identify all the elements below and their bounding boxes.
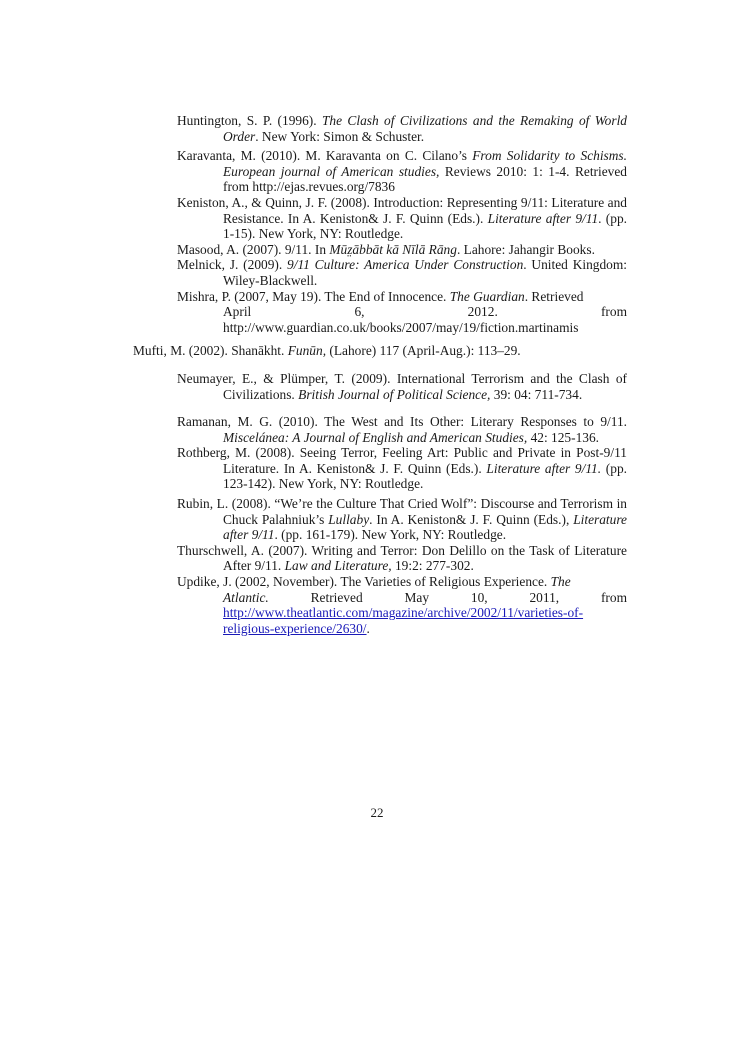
reference-mufti: Mufti, M. (2002). Shanākht. Funūn, (Lahore) 117 (April-Aug.): 113–29. (133, 343, 521, 359)
reference-updike-retrieval-line: Atlantic. Retrieved May 10, 2011, from (223, 589, 627, 605)
reference-updike: Updike, J. (2002, November). The Varieties of Religious Experience. The Atlantic. Retrieved May 10, 2011, from http://www.theatlantic.com/magazine/archive/2002/11/varieties-of-religious-experience/2630/. (177, 574, 627, 636)
reference-ramanan: Ramanan, M. G. (2010). The West and Its Other: Literary Responses to 9/11. Miscelánea: A Journal of English and American Studies, 42: 125-136. (177, 414, 627, 445)
reference-thurschwell: Thurschwell, A. (2007). Writing and Terror: Don Delillo on the Task of Literature After 9/11. Law and Literature, 19:2: 277-302. (177, 542, 627, 574)
reference-mishra-retrieval-line: April 6, 2012. from (223, 304, 627, 320)
reference-updike-link[interactable]: http://www.theatlantic.com/magazine/archive/2002/11/varieties-of-religious-experience/2630/ (223, 605, 584, 636)
reference-mishra-url: http://www.guardian.co.uk/books/2007/may/19/fiction.martinamis (223, 319, 579, 335)
reference-neumayer: Neumayer, E., & Plümper, T. (2009). International Terrorism and the Clash of Civilizations. British Journal of Political Science, 39: 04: 711-734. (177, 370, 627, 402)
reference-list (133, 113, 627, 636)
page-number: 22 (370, 805, 384, 820)
reference-rothberg: Rothberg, M. (2008). Seeing Terror, Feeling Art: Public and Private in Post-9/11 Literature. In A. Keniston& J. F. Quinn (Eds.). Literature after 9/11. (pp. 123-142). New York, NY: Routledge. (177, 445, 627, 492)
reference-rubin: Rubin, L. (2008). “We’re the Culture That Cried Wolf”: Discourse and Terrorism in Chuck Palahniuk’s Lullaby. In A. Keniston& J. F. Quinn (Eds.), Literature after 9/11. (pp. 161-179). New York, NY: Routledge. (177, 496, 627, 543)
reference-masood: Masood, A. (2007). 9/11. In Mūz̤ābbāt kā Nīlā Rāng. Lahore: Jahangir Books. (177, 241, 595, 257)
reference-mishra: Mishra, P. (2007, May 19). The End of Innocence. The Guardian. Retrieved April 6, 2012. from http://www.guardian.co.uk/books/2007/may/19/fiction.martinamis (177, 288, 627, 335)
reference-melnick: Melnick, J. (2009). 9/11 Culture: America Under Construction. United Kingdom: Wiley-Blackwell. (177, 257, 627, 288)
reference-karavanta: Karavanta, M. (2010). M. Karavanta on C. Cilano’s From Solidarity to Schisms. European journal of American studies, Reviews 2010: 1: 1-4. Retrieved from http://ejas.revues.org/7836 (177, 148, 627, 195)
reference-keniston: Keniston, A., & Quinn, J. F. (2008). Introduction: Representing 9/11: Literature and Resistance. In A. Keniston& J. F. Quinn (Eds.). Literature after 9/11. (pp. 1-15). New York, NY: Routledge. (177, 194, 627, 242)
reference-huntington: Huntington, S. P. (1996). The Clash of Civilizations and the Remaking of World Order. New York: Simon & Schuster. (177, 113, 627, 144)
